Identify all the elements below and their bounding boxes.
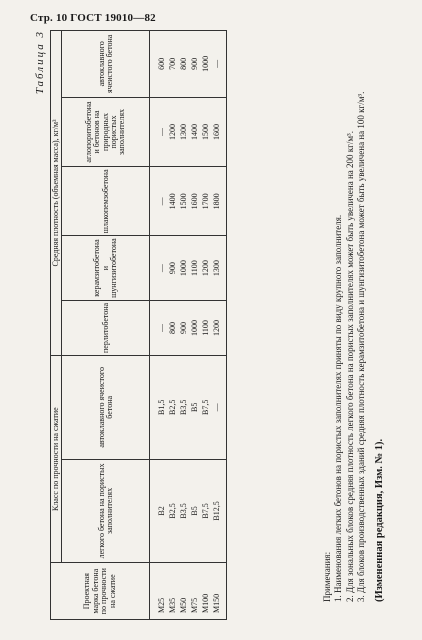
head-strength-group: Класс по прочности на сжатие (51, 356, 62, 563)
cell-perlite: — (150, 300, 168, 355)
cell-slag: 1600 (189, 167, 200, 236)
table-row (189, 31, 200, 620)
head-perlite: перлитобетона (62, 300, 150, 355)
table-row (178, 31, 189, 620)
cell-autoclave-density: 600 (150, 31, 168, 98)
table-caption: Таблица 3 (34, 30, 46, 95)
note-2: 2. Для зональных блоков средняя плотность легкого бетона на пористых заполнителях может быть увеличена на 200 кг/м³. (344, 130, 355, 602)
cell-mark: М150 (211, 563, 227, 620)
rotated-content (30, 30, 422, 620)
cell-agloporite: 1200 (167, 97, 178, 167)
note-1: 1. Наименования легких бетонов на пористых заполнителях приняты по виду крупного заполнителя. (333, 214, 344, 602)
cell-agloporite: 1600 (211, 97, 227, 167)
head-mark: Проектная марка бетона по прочности на сжатие (51, 563, 150, 620)
cell-perlite: 800 (167, 300, 178, 355)
cell-agloporite: 1500 (200, 97, 211, 167)
note-3: 3. Для блоков производственных зданий средняя плотность керамзитобетона и шунгизитобетона может быть увеличена на 100 кг/м³. (355, 91, 366, 602)
cell-keramzit: 1000 (178, 236, 189, 301)
cell-keramzit: 1300 (211, 236, 227, 301)
cell-agloporite: 1400 (189, 97, 200, 167)
cell-autoclave-density: 1000 (200, 31, 211, 98)
cell-agloporite: 1300 (178, 97, 189, 167)
cell-perlite: 900 (178, 300, 189, 355)
head-agloporite: аглопоритобетона и бетонов на природных пористых заполнителях (62, 97, 150, 167)
cell-slag: 1500 (178, 167, 189, 236)
cell-autoclave-class: В5 (189, 356, 200, 460)
cell-autoclave-class: В3,5 (178, 356, 189, 460)
cell-autoclave-class: В2,5 (167, 356, 178, 460)
cell-keramzit: 900 (167, 236, 178, 301)
cell-mark: М35 (167, 563, 178, 620)
head-keramzit: керамзитобетона и шунгизитобетона (62, 236, 150, 301)
cell-mark: М50 (178, 563, 189, 620)
cell-autoclave-density: 700 (167, 31, 178, 98)
cell-light-class: В2 (150, 459, 168, 563)
cell-slag: 1800 (211, 167, 227, 236)
head-autoclave-strength: автоклавного ячеистого бетона (62, 356, 150, 460)
table-row (150, 31, 168, 620)
cell-light-class: В12,5 (211, 459, 227, 563)
cell-keramzit: 1100 (189, 236, 200, 301)
table-3 (50, 30, 227, 620)
cell-keramzit: — (150, 236, 168, 301)
cell-autoclave-class: — (211, 356, 227, 460)
cell-light-class: В5 (189, 459, 200, 563)
cell-perlite: 1200 (211, 300, 227, 355)
notes-title: Примечания: (322, 551, 332, 602)
notes (322, 30, 386, 620)
cell-light-class: В3,5 (178, 459, 189, 563)
table-row (167, 31, 178, 620)
page-header: Стр. 10 ГОСТ 19010—82 (30, 12, 156, 24)
head-density-group: Средняя плотность (объемная масса), кг/м³ (51, 31, 62, 356)
cell-mark: М100 (200, 563, 211, 620)
cell-autoclave-density: 900 (189, 31, 200, 98)
cell-mark: М25 (150, 563, 168, 620)
cell-perlite: 1100 (200, 300, 211, 355)
cell-perlite: 1000 (189, 300, 200, 355)
cell-mark: М75 (189, 563, 200, 620)
cell-slag: 1700 (200, 167, 211, 236)
cell-light-class: В7,5 (200, 459, 211, 563)
cell-keramzit: 1200 (200, 236, 211, 301)
table-row (211, 31, 227, 620)
table-row (200, 31, 211, 620)
cell-autoclave-class: B1,5 (150, 356, 168, 460)
head-light-concrete: легкого бетона на пористых заполнителях (62, 459, 150, 563)
cell-agloporite: — (150, 97, 168, 167)
cell-light-class: В2,5 (167, 459, 178, 563)
cell-autoclave-density: 800 (178, 31, 189, 98)
cell-slag: — (150, 167, 168, 236)
cell-autoclave-density: — (211, 31, 227, 98)
cell-autoclave-class: В7,5 (200, 356, 211, 460)
cell-slag: 1400 (167, 167, 178, 236)
head-autoclave-density: автоклавного ячеистого бетона (62, 31, 150, 98)
amendment-note: (Измененная редакция, Изм. № 1). (374, 438, 385, 602)
head-slag-pumice: шлакопемзобетона (62, 167, 150, 236)
